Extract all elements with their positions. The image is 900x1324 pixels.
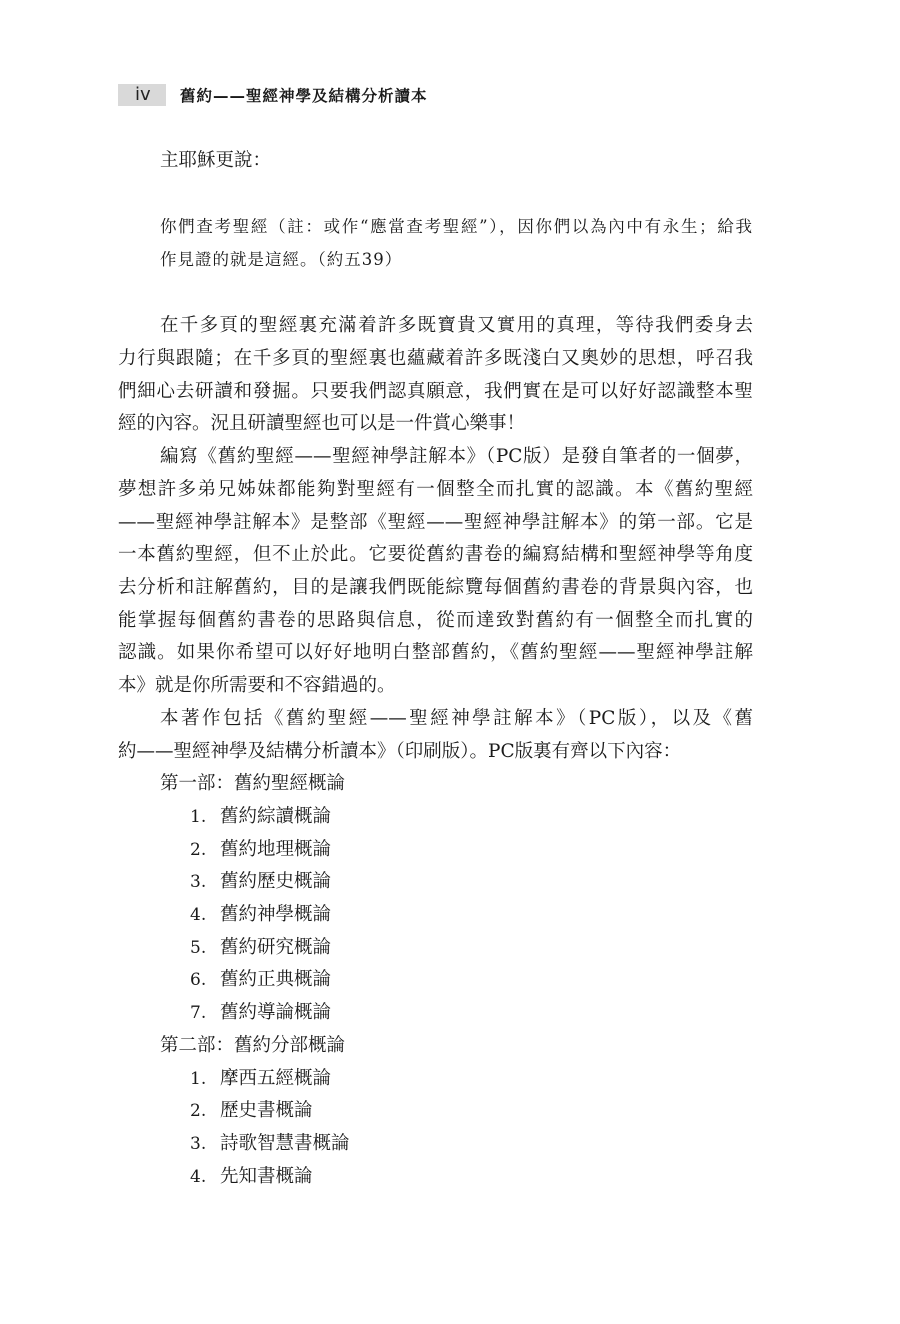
quote-line-1: 你們查考聖經（註：或作“應當查考聖經”），因你們以為內中有永生；給我 <box>160 217 753 236</box>
para2-line-3: ——聖經神學註解本》是整部《聖經——聖經神學註解本》的第一部。它是 <box>118 512 753 533</box>
para2-line-8: 本》就是你所需要和不容錯過的。 <box>118 675 396 696</box>
list-number: 1. <box>190 1069 207 1089</box>
list-number: 6. <box>190 970 207 990</box>
intro-lead: 主耶穌更說： <box>160 150 272 171</box>
list-label: 先知書概論 <box>220 1166 313 1187</box>
para2-line-4: 一本舊約聖經，但不止於此。它要從舊約書卷的編寫結構和聖經神學等角度 <box>118 544 753 565</box>
list-item <box>190 967 331 993</box>
part1-heading: 第一部：舊約聖經概論 <box>160 773 346 794</box>
running-title: 舊約——聖經神學及結構分析讀本 <box>180 87 428 105</box>
list-number: 1. <box>190 807 207 827</box>
para3-line-2: 約——聖經神學及結構分析讀本》（印刷版）。PC版裏有齊以下內容： <box>118 741 682 762</box>
para2-line-6: 能掌握每個舊約書卷的思路與信息，從而達致對舊約有一個整全而扎實的 <box>118 610 753 631</box>
para2-line-7: 認識。如果你希望可以好好地明白整部舊約，《舊約聖經——聖經神學註解 <box>118 642 753 663</box>
para2-line-2: 夢想許多弟兄姊妹都能夠對聖經有一個整全而扎實的認識。本《舊約聖經 <box>118 479 753 500</box>
list-number: 2. <box>190 840 207 860</box>
list-label: 舊約研究概論 <box>220 937 332 958</box>
list-label: 舊約神學概論 <box>220 904 332 925</box>
para2-line-1: 編寫《舊約聖經——聖經神學註解本》（PC版）是發自筆者的一個夢， <box>160 446 753 467</box>
list-number: 4. <box>190 905 207 925</box>
para1-line-1: 在千多頁的聖經裏充滿着許多既寶貴又實用的真理，等待我們委身去 <box>160 315 753 336</box>
list-item <box>190 1000 331 1026</box>
list-number: 4. <box>190 1167 207 1187</box>
list-number: 5. <box>190 938 207 958</box>
list-item <box>190 935 331 961</box>
list-label: 詩歌智慧書概論 <box>220 1133 350 1154</box>
running-header <box>118 84 428 106</box>
list-item <box>190 902 331 928</box>
list-label: 舊約導論概論 <box>220 1002 332 1023</box>
list-number: 3. <box>190 872 207 892</box>
para1-line-2: 力行與跟隨；在千多頁的聖經裏也蘊藏着許多既淺白又奧妙的思想，呼召我 <box>118 348 753 369</box>
list-label: 舊約正典概論 <box>220 969 332 990</box>
list-number: 2. <box>190 1101 207 1121</box>
quote-line-2: 作見證的就是這經。（約五39） <box>160 250 403 269</box>
list-item <box>190 804 331 830</box>
list-label: 舊約地理概論 <box>220 839 332 860</box>
list-label: 舊約歷史概論 <box>220 871 332 892</box>
list-item <box>190 1098 313 1124</box>
para1-line-4: 經的內容。況且研讀聖經也可以是一件賞心樂事！ <box>118 413 526 434</box>
part2-heading: 第二部：舊約分部概論 <box>160 1035 346 1056</box>
list-label: 摩西五經概論 <box>220 1068 332 1089</box>
list-item <box>190 1131 350 1157</box>
para1-line-3: 們細心去研讀和發掘。只要我們認真願意，我們實在是可以好好認識整本聖 <box>118 381 753 402</box>
list-item <box>190 1066 331 1092</box>
list-item <box>190 869 331 895</box>
list-number: 3. <box>190 1134 207 1154</box>
list-item <box>190 1164 313 1190</box>
list-label: 歷史書概論 <box>220 1100 313 1121</box>
para2-line-5: 去分析和註解舊約，目的是讓我們既能綜覽每個舊約書卷的背景與內容，也 <box>118 577 753 598</box>
para3-line-1: 本著作包括《舊約聖經——聖經神學註解本》（PC版），以及《舊 <box>160 708 753 729</box>
list-label: 舊約綜讀概論 <box>220 806 332 827</box>
list-number: 7. <box>190 1003 207 1023</box>
page-number: iv <box>118 84 166 106</box>
list-item <box>190 837 331 863</box>
